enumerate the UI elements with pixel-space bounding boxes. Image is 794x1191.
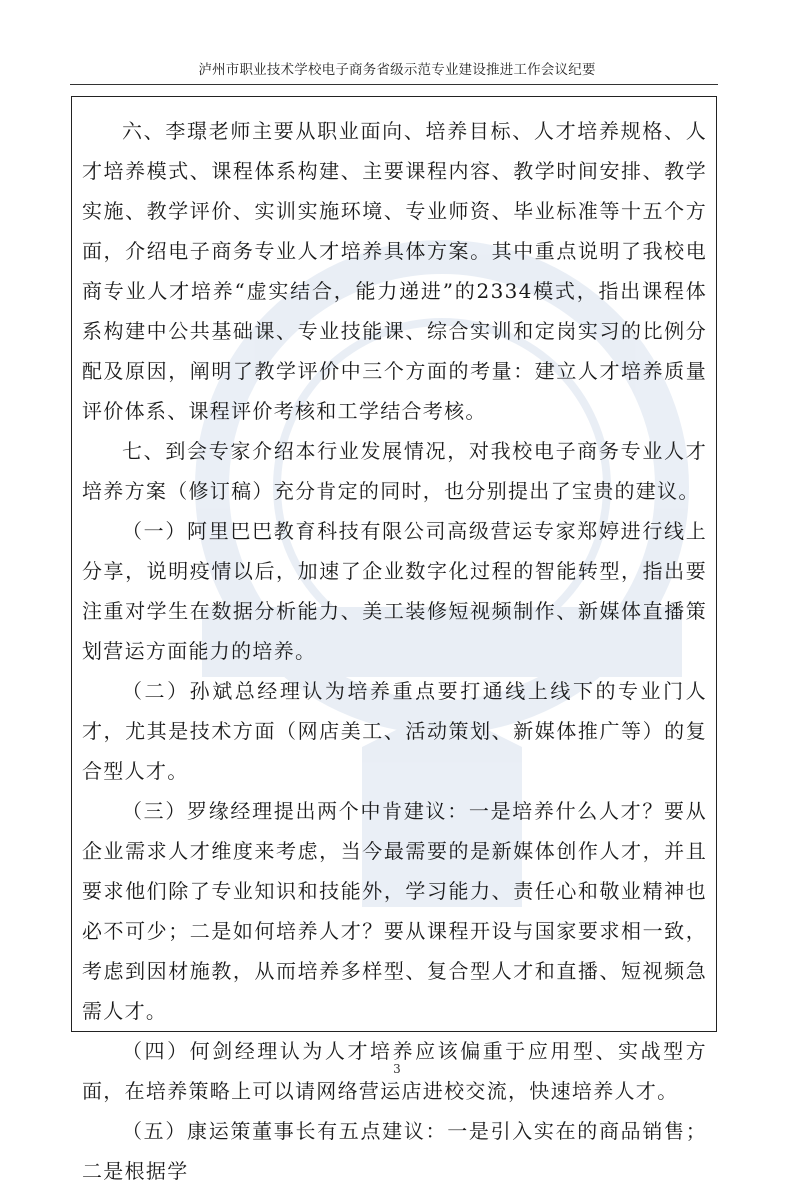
paragraph-seven: 七、到会专家介绍本行业发展情况，对我校电子商务专业人才培养方案（修订稿）充分肯定的同时，也分别提出了宝贵的建议。 <box>82 439 707 503</box>
document-body <box>82 111 707 1191</box>
paragraph-suggestion-3: （三）罗缘经理提出两个中肯建议：一是培养什么人才？要从企业需求人才维度来考虑，当今最需要的是新媒体创作人才，并且要求他们除了专业知识和技能外，学习能力、责任心和敬业精神也必不可少；二是如何培养人才？要从课程开设与国家要求相一致，考虑到因材施教，从而培养多样型、复合型人才和直播、短视频急需人才。 <box>82 799 707 1023</box>
paragraph-suggestion-5: （五）康运策董事长有五点建议：一是引入实在的商品销售；二是根据学 <box>82 1119 707 1183</box>
paragraph-suggestion-1: （一）阿里巴巴教育科技有限公司高级营运专家郑婷进行线上分享，说明疫情以后，加速了企业数字化过程的智能转型，指出要注重对学生在数据分析能力、美工装修短视频制作、新媒体直播策划营运方面能力的培养。 <box>82 519 707 663</box>
document-header: 泸州市职业技术学校电子商务省级示范专业建设推进工作会议纪要 <box>198 62 596 78</box>
header-divider <box>70 84 718 85</box>
document-frame <box>71 96 717 1183</box>
paragraph-six: 六、李璟老师主要从职业面向、培养目标、人才培养规格、人才培养模式、课程体系构建、主要课程内容、教学时间安排、教学实施、教学评价、实训实施环境、专业师资、毕业标准等十五个方面，介绍电子商务专业人才培养具体方案。其中重点说明了我校电商专业人才培养“虚实结合，能力递进”的2334模式，指出课程体系构建中公共基础课、专业技能课、综合实训和定岗实习的比例分配及原因，阐明了教学评价中三个方面的考量：建立人才培养质量评价体系、课程评价考核和工学结合考核。 <box>82 119 707 423</box>
paragraph-suggestion-4: （四）何剑经理认为人才培养应该偏重于应用型、实战型方面，在培养策略上可以请网络营运店进校交流，快速培养人才。 <box>82 1039 707 1103</box>
paragraph-suggestion-2: （二）孙斌总经理认为培养重点要打通线上线下的专业门人才，尤其是技术方面（网店美工、活动策划、新媒体推广等）的复合型人才。 <box>82 679 707 783</box>
page-number: 3 <box>393 1062 401 1076</box>
